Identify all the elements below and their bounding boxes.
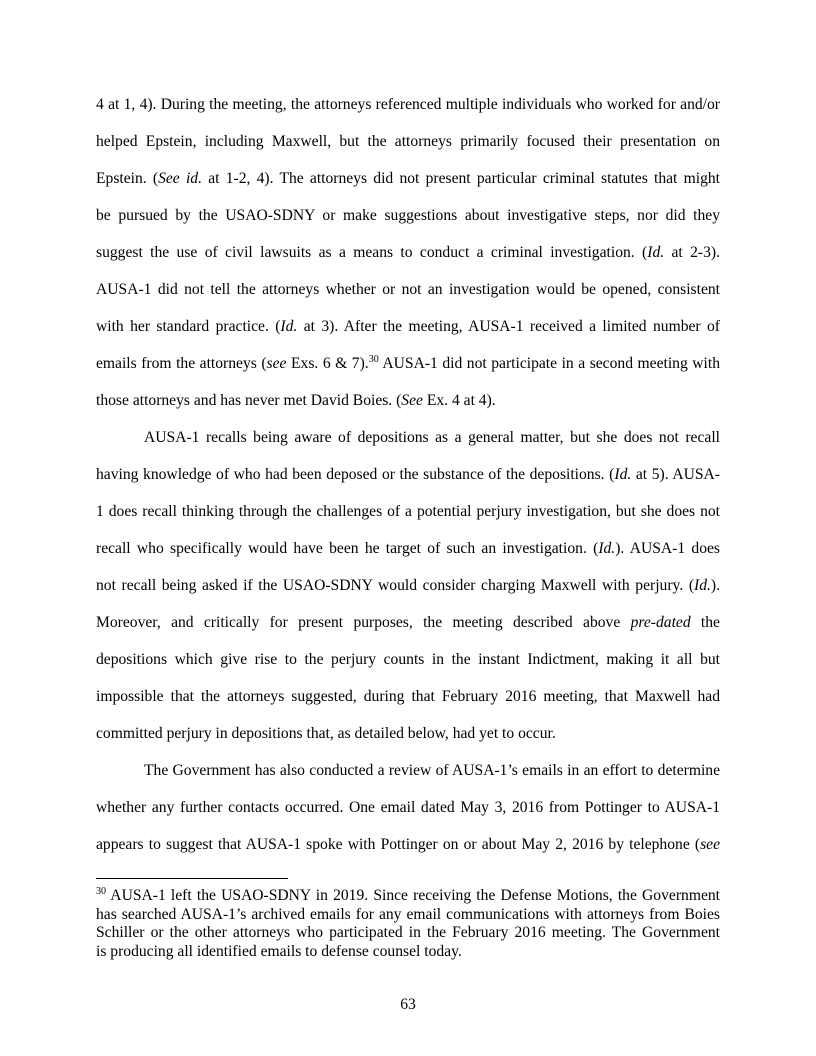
body-line [96,650,720,670]
text-run: Id. [598,540,616,557]
text-run: committed perjury in depositions that, as detailed below, had yet to occur. [96,725,556,742]
text-run: ). [710,577,720,594]
text-run: be pursued by the USAO-SDNY or make suggestions about investigative steps, nor did they [96,207,720,224]
text-run: helped Epstein, including Maxwell, but the attorneys primarily focused their presentation on [96,133,720,150]
footnote-text: has searched AUSA-1’s archived emails for any email communications with attorneys from Boies [96,906,720,923]
text-run: pre-dated [630,614,691,631]
body-line [96,206,720,226]
text-run: 4 at 1, 4). During the meeting, the attorneys referenced multiple individuals who worked for and/or [96,96,720,113]
body-line [96,280,720,300]
page-number: 63 [400,996,416,1013]
body-line [96,465,720,485]
footnote-marker: 30 [96,887,106,897]
text-run: impossible that the attorneys suggested, during that February 2016 meeting, that Maxwell had [96,688,720,705]
footnote-text: is producing all identified emails to defense counsel today. [96,943,462,960]
body-line [96,132,720,152]
body-line [96,502,720,522]
body-line [96,95,720,115]
footnote-line [96,943,720,962]
text-run: Id. [280,318,298,335]
footnote-text: AUSA-1 left the USAO-SDNY in 2019. Since receiving the Defense Motions, the Government [106,887,720,904]
text-run: see [700,836,720,853]
text-run: The Government has also conducted a review of AUSA-1’s emails in an effort to determine [144,762,720,779]
text-run: 1 does recall thinking through the challenges of a potential perjury investigation, but she does not [96,503,720,520]
footnote-line [96,887,720,906]
text-run: having knowledge of who had been deposed or the substance of the depositions. ( [96,466,615,483]
body-line [96,576,720,596]
text-run: Moreover, and critically for present purposes, the meeting described above [96,614,631,631]
footnote-line [96,906,720,925]
body-line [96,354,720,374]
text-run: See [401,392,423,409]
footnote-line [96,924,720,943]
body-line [96,317,720,337]
text-run: AUSA-1 did not tell the attorneys whether or not an investigation would be opened, consistent [96,281,720,298]
text-run: not recall being asked if the USAO-SDNY would consider charging Maxwell with perjury. ( [96,577,695,594]
text-run: Epstein. ( [96,170,159,187]
body-line [96,169,720,189]
body-line [96,391,720,411]
text-run: the [690,614,720,631]
footnote-text: Schiller or the other attorneys who participated in the February 2016 meeting. The Government [96,924,720,941]
text-run: at 1-2, 4). The attorneys did not present particular criminal statutes that might [202,170,720,187]
body-line [144,761,720,781]
text-run: appears to suggest that AUSA-1 spoke with Pottinger on or about May 2, 2016 by telephone ( [96,836,701,853]
text-run: with her standard practice. ( [96,318,281,335]
body-line [96,539,720,559]
body-line [96,687,720,707]
body-line [144,428,720,448]
body-line [96,724,720,744]
body-line [96,835,720,855]
text-run: AUSA-1 did not participate in a second meeting with [378,355,720,372]
body-line [96,243,720,263]
text-run: at 2-3). [664,244,720,261]
footnote-divider [96,878,288,879]
text-run: AUSA-1 recalls being aware of depositions as a general matter, but she does not recall [144,429,720,446]
text-run: recall who specifically would have been he target of such an investigation. ( [96,540,599,557]
text-run: See id. [158,170,202,187]
text-run: Exs. 6 & 7). [286,355,369,372]
text-run: at 3). After the meeting, AUSA-1 received a limited number of [297,318,720,335]
text-run: see [266,355,287,372]
text-run: Id. [647,244,665,261]
text-run: Id. [694,577,711,594]
body-line [96,798,720,818]
text-run: depositions which give rise to the perjury counts in the instant Indictment, making it all but [96,651,720,668]
text-run: whether any further contacts occurred. One email dated May 3, 2016 from Pottinger to AUSA-1 [96,799,720,816]
text-run: emails from the attorneys ( [96,355,267,372]
text-run: suggest the use of civil lawsuits as a means to conduct a criminal investigation. ( [96,244,648,261]
text-run: ). AUSA-1 does [615,540,720,557]
body-line [96,613,720,633]
text-run: at 5). AUSA- [631,466,720,483]
footnote-ref: 30 [368,354,379,365]
text-run: Ex. 4 at 4). [422,392,496,409]
text-run: those attorneys and has never met David Boies. ( [96,392,402,409]
text-run: Id. [614,466,632,483]
